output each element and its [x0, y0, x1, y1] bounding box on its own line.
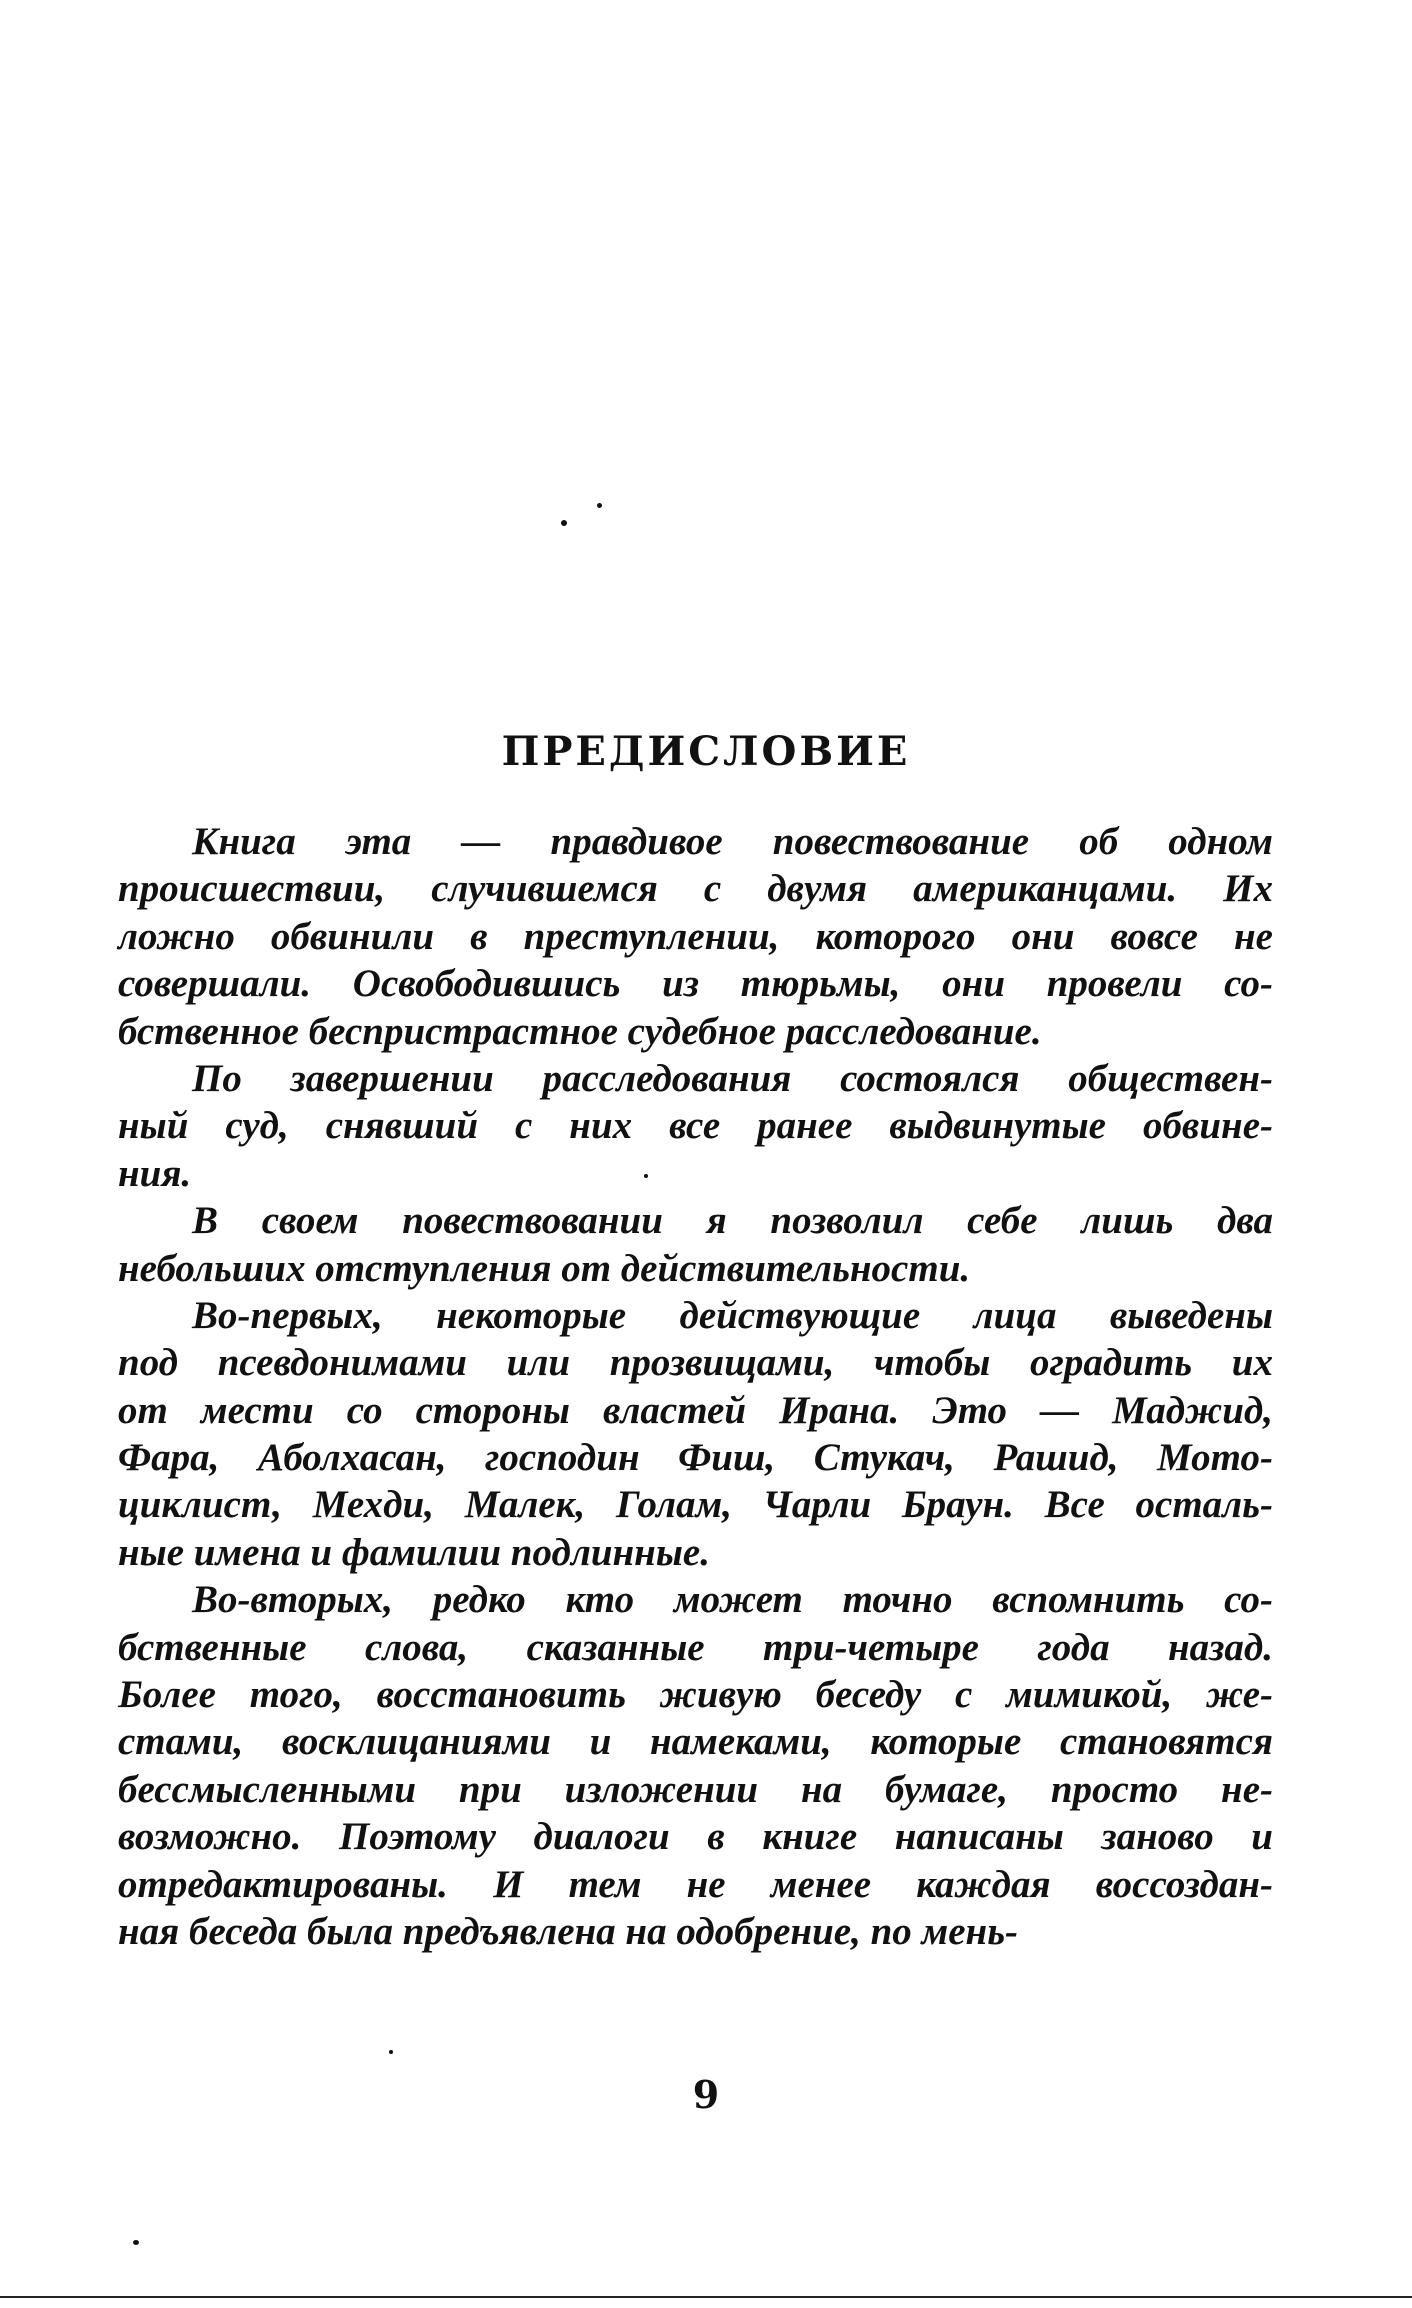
text-line: совершали. Освободившись из тюрьмы, они провели со-	[118, 962, 1273, 1006]
text-line: Во-вторых, редко кто может точно вспомнить со-	[192, 1578, 1273, 1622]
text-line: бственное беспристрастное судебное расследование.	[118, 1009, 1042, 1053]
text-line: циклист, Мехди, Малек, Голам, Чарли Браун. Все осталь-	[118, 1483, 1273, 1527]
scan-speck	[644, 1174, 648, 1178]
text-line: ложно обвинили в преступлении, которого они вовсе не	[118, 914, 1273, 958]
text-line: от мести со стороны властей Ирана. Это — Маджид,	[118, 1388, 1273, 1432]
text-line: Во-первых, некоторые действующие лица выведены	[192, 1293, 1273, 1337]
text-line: ния.	[118, 1151, 192, 1195]
scan-bottom-edge	[0, 2296, 1412, 2298]
text-line: под псевдонимами или прозвищами, чтобы оградить их	[118, 1341, 1273, 1385]
text-line: Более того, восстановить живую беседу с мимикой, же-	[118, 1673, 1273, 1717]
text-line: бессмысленными при изложении на бумаге, просто не-	[118, 1767, 1273, 1811]
text-line: бственные слова, сказанные три-четыре года назад.	[118, 1625, 1273, 1669]
text-line: ные имена и фамилии подлинные.	[118, 1530, 710, 1574]
scan-speck	[133, 2240, 139, 2245]
scan-speck	[597, 503, 602, 508]
text-line: Книга эта — правдивое повествование об одном	[192, 820, 1273, 863]
text-line: ная беседа была предъявлена на одобрение, по мень-	[118, 1909, 1019, 1953]
text-line: стами, восклицаниями и намеками, которые становятся	[118, 1720, 1273, 1764]
scan-speck	[561, 520, 567, 526]
text-line: ный суд, снявший с них все ранее выдвинутые обвине-	[118, 1104, 1273, 1148]
page-number: 9	[692, 2072, 720, 2117]
text-line: небольших отступления от действительности.	[118, 1246, 971, 1290]
text-line: возможно. Поэтому диалоги в книге написаны заново и	[118, 1815, 1273, 1859]
chapter-title: ПРЕДИСЛОВИЕ	[501, 728, 911, 775]
scan-speck	[389, 2050, 393, 2054]
text-line: Фара, Аболхасан, господин Фиш, Стукач, Рашид, Мото-	[118, 1436, 1273, 1480]
text-line: отредактированы. И тем не менее каждая воссоздан-	[118, 1862, 1273, 1906]
text-line: происшествии, случившемся с двумя американцами. Их	[118, 867, 1273, 911]
text-line: По завершении расследования состоялся обществен-	[192, 1056, 1273, 1100]
text-line: В своем повествовании я позволил себе лишь два	[192, 1199, 1273, 1243]
preface-text	[118, 818, 1273, 1955]
